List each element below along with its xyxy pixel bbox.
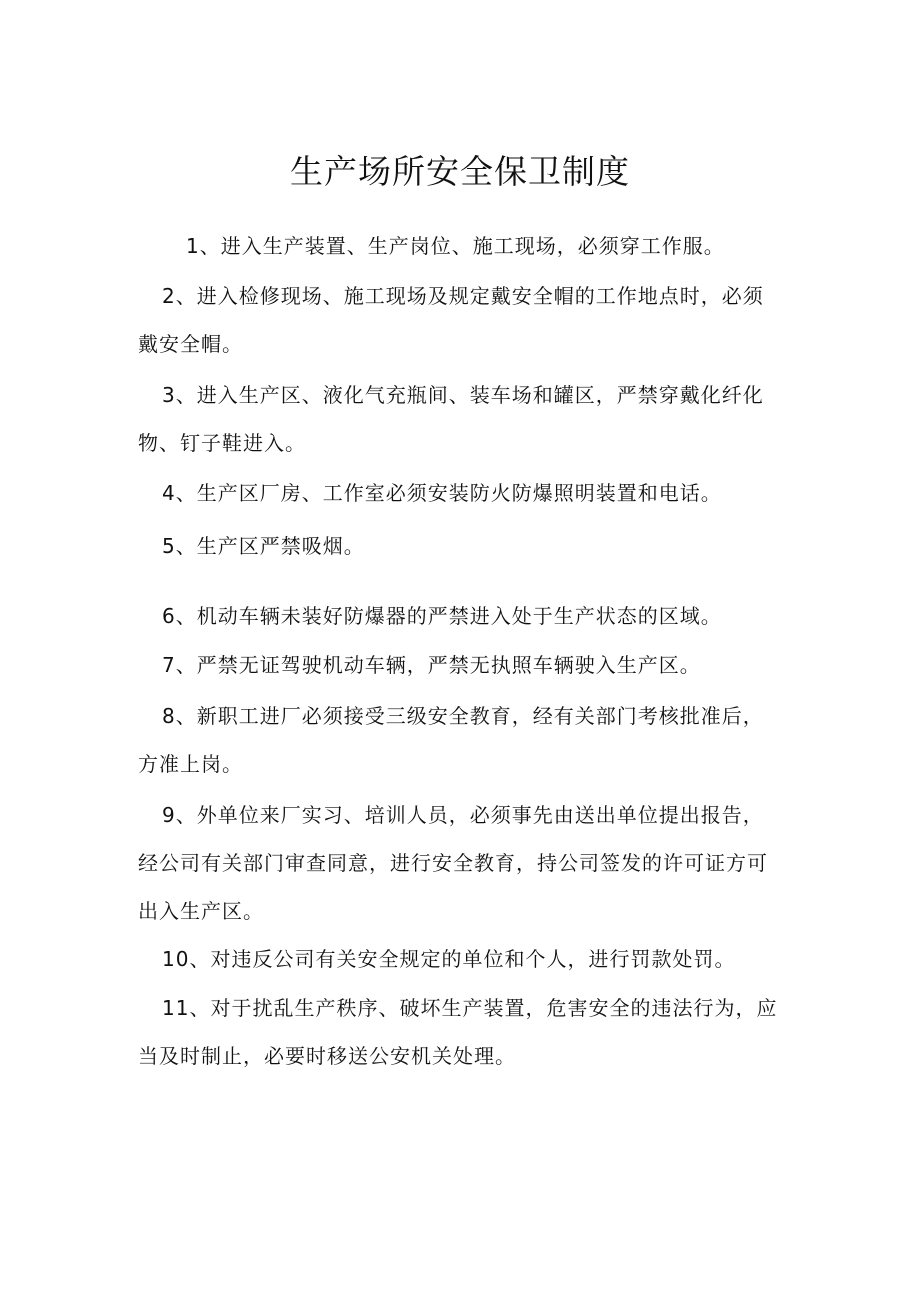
clause-line: 经公司有关部门审查同意，进行安全教育，持公司签发的许可证方可 [138,851,768,875]
clause-9 [138,791,798,935]
clause-line: 6、机动车辆未装好防爆器的严禁进入处于生产状态的区域。 [162,604,722,628]
clause-line: 1、进入生产装置、生产岗位、施工现场，必须穿工作服。 [186,234,725,258]
clause-line: 戴安全帽。 [138,332,243,356]
clause-line: 方准上岗。 [138,752,243,776]
clause-line: 7、严禁无证驾驶机动车辆，严禁无执照车辆驶入生产区。 [162,653,701,677]
clause-line: 10、对违反公司有关安全规定的单位和个人，进行罚款处罚。 [162,947,736,971]
clause-line: 2、进入检修现场、施工现场及规定戴安全帽的工作地点时，必须 [162,284,764,308]
clause-line: 出入生产区。 [138,899,264,923]
clause-6 [138,592,798,640]
document-title: 生产场所安全保卫制度 [290,152,630,191]
clause-line: 11、对于扰乱生产秩序、破坏生产装置，危害安全的违法行为，应 [162,996,778,1020]
clause-line: 当及时制止，必要时移送公安机关处理。 [138,1044,516,1068]
clause-line: 5、生产区严禁吸烟。 [162,534,365,558]
clause-5 [138,522,798,570]
clause-line: 4、生产区厂房、工作室必须安装防火防爆照明装置和电话。 [162,481,722,505]
clause-7 [138,641,798,689]
clause-line: 3、进入生产区、液化气充瓶间、装车场和罐区，严禁穿戴化纤化 [162,383,764,407]
clause-2 [138,272,798,368]
clause-1 [138,222,798,270]
clause-8 [138,692,798,788]
clause-3 [138,371,798,467]
clause-line: 9、外单位来厂实习、培训人员，必须事先由送出单位提出报告， [162,803,764,827]
clause-4 [138,469,798,517]
clause-line: 8、新职工进厂必须接受三级安全教育，经有关部门考核批准后， [162,704,764,728]
clause-line: 物、钉子鞋进入。 [138,431,306,455]
clause-11 [138,984,798,1080]
clause-10 [138,935,798,983]
